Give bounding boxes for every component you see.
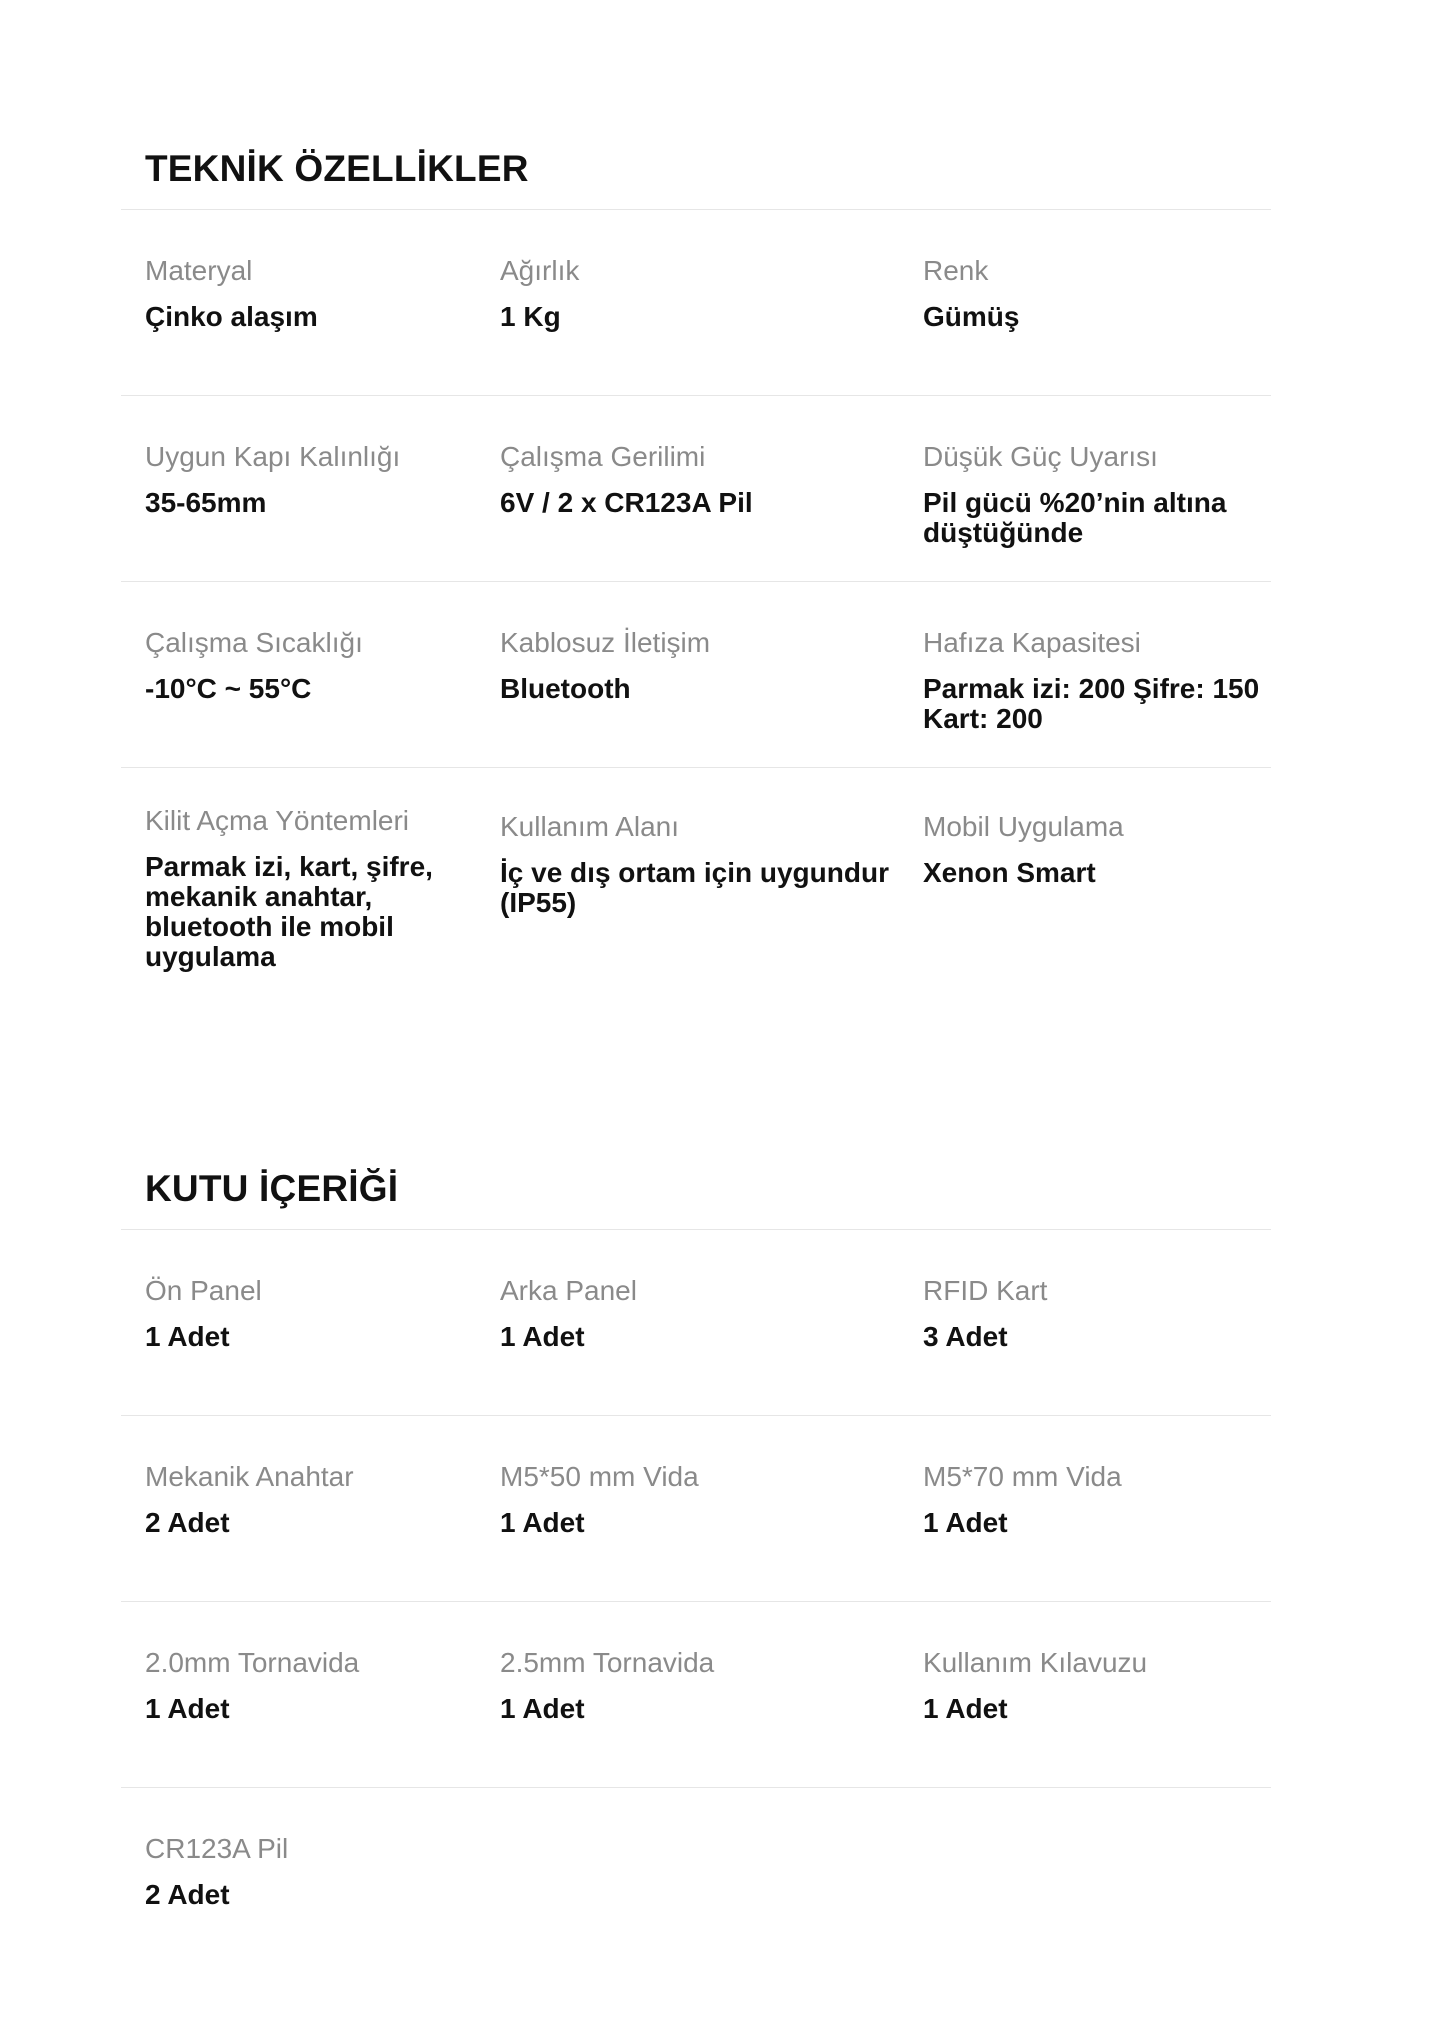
spec-cell-voltage	[476, 440, 899, 581]
spec-label: Uygun Kapı Kalınlığı	[145, 441, 401, 472]
spec-row	[121, 396, 1271, 582]
box-item-label: RFID Kart	[923, 1275, 1048, 1306]
spec-cell-color	[899, 254, 1271, 395]
box-item-screw-70	[899, 1460, 1271, 1601]
spec-value: Gümüş	[923, 301, 1020, 332]
spec-value: 1 Kg	[500, 301, 561, 332]
box-row	[121, 1602, 1271, 1788]
spec-cell-weight	[476, 254, 899, 395]
spec-value: 6V / 2 x CR123A Pil	[500, 487, 753, 518]
spec-row	[121, 582, 1271, 768]
box-item-label: M5*50 mm Vida	[500, 1461, 699, 1492]
box-item-battery	[121, 1832, 476, 1974]
box-item-quantity: 2 Adet	[145, 1507, 230, 1538]
box-item-mechanical-key	[121, 1460, 476, 1601]
box-item-label: Ön Panel	[145, 1275, 262, 1306]
box-item-label: Arka Panel	[500, 1275, 637, 1306]
spec-cell-material	[121, 254, 476, 395]
box-item-quantity: 1 Adet	[145, 1321, 230, 1352]
spec-label: Mobil Uygulama	[923, 811, 1124, 842]
box-item-label: CR123A Pil	[145, 1833, 289, 1864]
spec-label: Çalışma Sıcaklığı	[145, 627, 363, 658]
spec-label: Kilit Açma Yöntemleri	[145, 805, 410, 836]
box-item-quantity: 1 Adet	[145, 1693, 230, 1724]
box-item-rfid-card	[899, 1274, 1271, 1415]
box-item-quantity: 3 Adet	[923, 1321, 1008, 1352]
box-contents-title: KUTU İÇERİĞİ	[121, 1166, 1271, 1230]
box-row	[121, 1416, 1271, 1602]
spec-value: İç ve dış ortam için uygundur (IP55)	[500, 857, 889, 918]
spec-value: Çinko alaşım	[145, 301, 318, 332]
spec-cell-usage-area	[476, 804, 899, 972]
box-item-screwdriver-25	[476, 1646, 899, 1787]
spec-row	[121, 210, 1271, 396]
tech-specs-section	[121, 146, 1271, 972]
box-item-screwdriver-20	[121, 1646, 476, 1787]
box-item-label: 2.5mm Tornavida	[500, 1647, 715, 1678]
spec-value: 35-65mm	[145, 487, 267, 518]
spec-label: Hafıza Kapasitesi	[923, 627, 1141, 658]
spec-value: Parmak izi: 200 Şifre: 150 Kart: 200	[923, 673, 1260, 734]
spec-cell-temperature	[121, 626, 476, 767]
box-row	[121, 1788, 1271, 1974]
spec-cell-memory	[899, 626, 1271, 767]
box-item-quantity: 1 Adet	[500, 1321, 585, 1352]
spec-label: Renk	[923, 255, 989, 286]
spec-cell-low-power	[899, 440, 1271, 581]
spec-value: Pil gücü %20’nin altına düştüğünde	[923, 487, 1227, 548]
spec-label: Ağırlık	[500, 255, 580, 286]
box-item-label: Kullanım Kılavuzu	[923, 1647, 1148, 1678]
box-item-label: M5*70 mm Vida	[923, 1461, 1122, 1492]
spec-label: Kullanım Alanı	[500, 811, 679, 842]
spec-label: Materyal	[145, 255, 253, 286]
spec-cell-door-thickness	[121, 440, 476, 581]
box-item-front-panel	[121, 1274, 476, 1415]
spec-value: Parmak izi, kart, şifre, mekanik anahtar, bluetooth ile mobil uygulama	[145, 851, 433, 972]
box-item-label: Mekanik Anahtar	[145, 1461, 354, 1492]
spec-cell-mobile-app	[899, 804, 1271, 972]
box-item-quantity: 1 Adet	[923, 1693, 1008, 1724]
spec-label: Çalışma Gerilimi	[500, 441, 706, 472]
spec-value: -10°C ~ 55°C	[145, 673, 312, 704]
box-contents-section	[121, 1166, 1271, 1974]
spec-label: Kablosuz İletişim	[500, 627, 711, 658]
spec-cell-unlock-methods	[121, 804, 476, 972]
spec-value: Bluetooth	[500, 673, 631, 704]
box-item-screw-50	[476, 1460, 899, 1601]
box-item-user-manual	[899, 1646, 1271, 1787]
box-item-quantity: 1 Adet	[500, 1507, 585, 1538]
box-item-label: 2.0mm Tornavida	[145, 1647, 360, 1678]
box-item-quantity: 1 Adet	[500, 1693, 585, 1724]
box-row	[121, 1230, 1271, 1416]
spec-row	[121, 768, 1271, 972]
box-item-quantity: 1 Adet	[923, 1507, 1008, 1538]
spec-label: Düşük Güç Uyarısı	[923, 441, 1158, 472]
spec-cell-wireless	[476, 626, 899, 767]
spec-value: Xenon Smart	[923, 857, 1096, 888]
tech-specs-title: TEKNİK ÖZELLİKLER	[121, 146, 1271, 210]
box-item-back-panel	[476, 1274, 899, 1415]
box-item-quantity: 2 Adet	[145, 1879, 230, 1910]
